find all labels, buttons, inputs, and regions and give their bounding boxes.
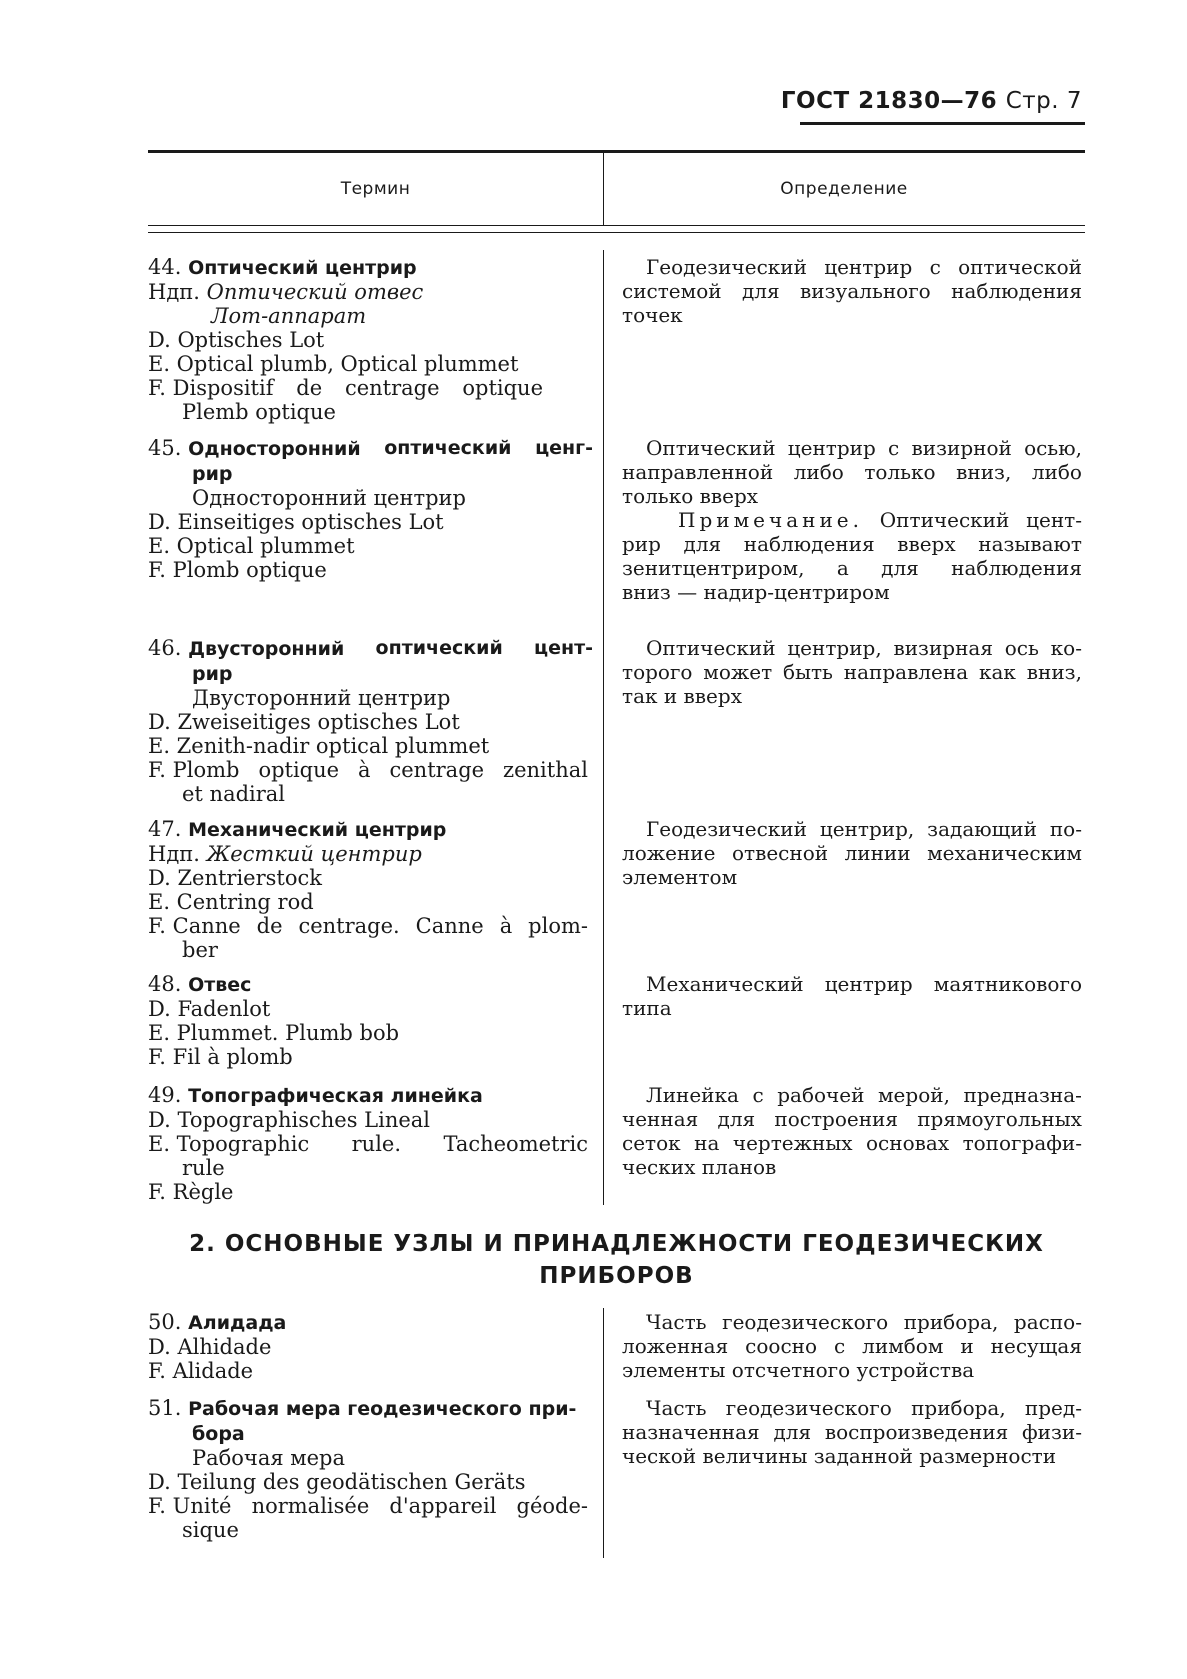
column-divider-2 (603, 1308, 604, 1558)
header-column-divider (603, 153, 604, 225)
word: воспроизведения (824, 1420, 1009, 1444)
word: Механический (646, 972, 804, 996)
word: ченная (622, 1107, 699, 1131)
word: Линейка (646, 1083, 739, 1107)
german-equivalent: D. Alhidade (148, 1335, 272, 1359)
word: для (741, 279, 780, 303)
word: направленной (622, 460, 774, 484)
definition-44 (622, 255, 1082, 327)
german-equivalent: D. Einseitiges optisches Lot (148, 510, 444, 534)
page-number: Стр. 7 (1005, 88, 1082, 114)
word: E. Topographic (148, 1132, 310, 1156)
english-equivalent: E. Plummet. Plumb bob (148, 1021, 400, 1045)
word: прибора, (911, 1396, 1006, 1420)
term-entry-45 (148, 436, 593, 582)
deprecated-term: Оптический отвес (206, 280, 424, 304)
french-equivalent (148, 758, 588, 782)
header-double-rule-top (148, 225, 1085, 226)
note-line: вниз — надир-центриром (622, 580, 890, 604)
english-equivalent: E. Optical plummet (148, 534, 355, 558)
word: centrage. (298, 914, 400, 938)
english-equivalent: E. Zenith-nadir optical plummet (148, 734, 490, 758)
entry-number: 44. (148, 255, 182, 279)
word: для (881, 556, 919, 580)
word: ценг- (535, 437, 593, 459)
word: à (499, 914, 513, 938)
word: прямоугольных (917, 1107, 1082, 1131)
word: de (256, 914, 283, 938)
word: с (833, 1334, 846, 1358)
term-entry-47 (148, 817, 588, 962)
entry-number: 50. (148, 1310, 182, 1334)
term-title-cont: рир (192, 463, 233, 485)
term-title-cont: рир (192, 663, 233, 685)
definition-51 (622, 1396, 1082, 1468)
word: для (773, 1420, 812, 1444)
word: мерой, (878, 1083, 950, 1107)
french-equivalent: F. Règle (148, 1180, 234, 1204)
word: F. Dispositif (148, 376, 274, 400)
word: с (752, 1083, 764, 1107)
synonym: Односторонний центрир (192, 486, 466, 510)
table-header (148, 153, 1085, 225)
word: наблюдения (951, 279, 1082, 303)
word: зенитцентриром, (622, 556, 805, 580)
word: d'appareil (389, 1494, 497, 1518)
french-equivalent (148, 914, 588, 938)
term-entry-49 (148, 1083, 588, 1204)
word: а (836, 556, 849, 580)
deprecated-term: Лот-аппарат (211, 304, 367, 328)
word: визуального (800, 279, 931, 303)
definition-46 (622, 636, 1082, 708)
word: сеток (622, 1131, 681, 1155)
page-header (781, 88, 1082, 114)
word: F. Unité (148, 1494, 232, 1518)
entry-number: 48. (148, 972, 182, 996)
french-equivalent: F. Alidade (148, 1359, 254, 1383)
word: plom- (528, 914, 588, 938)
term-title: Алидада (188, 1312, 287, 1334)
term-title: Отвес (188, 974, 252, 996)
word: соосно (745, 1334, 818, 1358)
column-header-term: Термин (340, 179, 411, 199)
entry-number: 45. (148, 436, 182, 460)
word: пред- (1024, 1396, 1082, 1420)
definition-line: так и вверх (622, 684, 742, 708)
term-entry-50 (148, 1310, 588, 1383)
english-equivalent-cont: rule (182, 1156, 225, 1180)
word: centrage (344, 376, 440, 400)
entry-number: 46. (148, 636, 182, 660)
word: маятникового (933, 972, 1082, 996)
term-title: Механический центрир (188, 819, 447, 841)
word: de (296, 376, 323, 400)
word: и (960, 1334, 974, 1358)
word: géode- (516, 1494, 588, 1518)
section-title-line: ПРИБОРОВ (539, 1263, 694, 1289)
standard-number: ГОСТ 21830—76 (780, 88, 998, 114)
word: прибора, (903, 1310, 999, 1334)
word: Геодезический (646, 817, 807, 841)
word: несущая (990, 1334, 1082, 1358)
column-divider (603, 250, 604, 1205)
english-equivalent (148, 1132, 588, 1156)
term-entry-48 (148, 972, 588, 1069)
word: быть (783, 660, 833, 684)
term-title: Односторонний (188, 438, 361, 460)
french-equivalent (148, 1494, 588, 1518)
french-equivalent-cont: sique (182, 1518, 239, 1542)
definition-line: ческой величины заданной размерности (622, 1444, 1057, 1468)
definition-47 (622, 817, 1082, 889)
term-entry-44 (148, 255, 588, 424)
word: для (683, 532, 722, 556)
word: направлена (843, 660, 969, 684)
definition-line: только вверх (622, 484, 759, 508)
definition-49 (622, 1083, 1082, 1179)
term-title: Топографическая линейка (188, 1085, 483, 1107)
definition-line: ческих планов (622, 1155, 777, 1179)
header-double-rule-bottom (148, 232, 1085, 233)
word: ложение (622, 841, 716, 865)
definition-line: элементом (622, 865, 738, 889)
word: либо (793, 460, 844, 484)
ndp-label: Ндп. (148, 842, 200, 866)
word: F. Canne (148, 914, 241, 938)
term-entry-51 (148, 1396, 588, 1542)
word: цент- (1026, 508, 1082, 532)
column-header-definition: Определение (780, 179, 908, 199)
word: распо- (1013, 1310, 1082, 1334)
french-equivalent (148, 376, 543, 400)
word: отвесной (731, 841, 829, 865)
definition-line: элементы отсчетного устройства (622, 1358, 975, 1382)
section-title (148, 1228, 1085, 1292)
deprecated-term: Жесткий центрир (206, 842, 422, 866)
word: ось (1004, 636, 1039, 660)
word: торого (622, 660, 693, 684)
word: вниз, (956, 460, 1012, 484)
term-title: Оптический центрир (188, 257, 417, 279)
word: либо (1031, 460, 1082, 484)
word: оптический (384, 437, 512, 459)
entry-number: 49. (148, 1083, 182, 1107)
word: центрир (787, 436, 876, 460)
french-equivalent: F. Fil à plomb (148, 1045, 293, 1069)
term-title-cont: бора (192, 1423, 245, 1445)
word: построения (774, 1107, 898, 1131)
word: чертежных (732, 1131, 853, 1155)
english-equivalent: E. Optical plumb, Optical plummet (148, 352, 519, 376)
word: задающий (927, 817, 1037, 841)
word: только (864, 460, 936, 484)
word: Tacheometric (443, 1132, 588, 1156)
french-equivalent-cont: et nadiral (182, 782, 286, 806)
ndp-label: Ндп. (148, 280, 200, 304)
word: оптической (958, 255, 1082, 279)
word: ложенная (622, 1334, 729, 1358)
word: основах (866, 1131, 950, 1155)
word: физи- (1022, 1420, 1082, 1444)
definition-50 (622, 1310, 1082, 1382)
word: системой (622, 279, 722, 303)
word: как (978, 660, 1016, 684)
english-equivalent: E. Centring rod (148, 890, 314, 914)
word: Оптический (879, 508, 1010, 532)
word: с (929, 255, 941, 279)
term-title: Рабочая мера геодезического при- (188, 1398, 577, 1420)
word: Оптический (646, 436, 776, 460)
term-entry-46 (148, 636, 593, 806)
word: осью, (1024, 436, 1082, 460)
entry-number: 47. (148, 817, 182, 841)
definition-line: точек (622, 303, 683, 327)
word: топографи- (962, 1131, 1082, 1155)
word: центрир, (787, 636, 882, 660)
term-title: Двусторонний (188, 638, 345, 660)
entry-number: 51. (148, 1396, 182, 1420)
section-title-line: 2. ОСНОВНЫЕ УЗЛЫ И ПРИНАДЛЕЖНОСТИ ГЕОДЕЗИЧЕСКИХ (189, 1231, 1044, 1257)
word: рир (622, 532, 661, 556)
word: вниз, (1026, 660, 1082, 684)
word: геодезического (722, 1310, 889, 1334)
word: предназна- (963, 1083, 1082, 1107)
word: optique (462, 376, 543, 400)
word: à (358, 758, 371, 782)
header-rule (800, 122, 1085, 125)
french-equivalent-cont: ber (182, 938, 218, 962)
word: оптический (375, 637, 503, 659)
word: цент- (534, 637, 593, 659)
word: механическим (927, 841, 1082, 865)
word: назначенная (622, 1420, 760, 1444)
german-equivalent: D. Optisches Lot (148, 328, 325, 352)
word: для (717, 1107, 756, 1131)
definition-line: типа (622, 996, 672, 1020)
german-equivalent: D. Zweiseitiges optisches Lot (148, 710, 460, 734)
word: визирной (911, 436, 1012, 460)
word: ко- (1050, 636, 1082, 660)
word: центрир, (819, 817, 915, 841)
word: центрир (824, 255, 913, 279)
note-label: Примечание. (678, 508, 863, 532)
german-equivalent: D. Topographisches Lineal (148, 1108, 431, 1132)
word: называют (978, 532, 1082, 556)
word: F. Plomb (148, 758, 240, 782)
word: наблюдения (743, 532, 875, 556)
word: с (888, 436, 900, 460)
word: на (694, 1131, 720, 1155)
german-equivalent: D. Zentrierstock (148, 866, 322, 890)
word: лимбом (862, 1334, 944, 1358)
german-equivalent: D. Teilung des geodätischen Geräts (148, 1470, 526, 1494)
word: rule. (351, 1132, 402, 1156)
word: centrage (389, 758, 485, 782)
word: геодезического (725, 1396, 892, 1420)
word: может (703, 660, 773, 684)
word: zenithal (503, 758, 588, 782)
word: Геодезический (646, 255, 807, 279)
word: рабочей (777, 1083, 865, 1107)
word: наблюдения (951, 556, 1082, 580)
french-equivalent: F. Plomb optique (148, 558, 327, 582)
word: линии (844, 841, 911, 865)
word: optique (258, 758, 340, 782)
word: Часть (646, 1310, 707, 1334)
word: normalisée (251, 1494, 370, 1518)
definition-48 (622, 972, 1082, 1020)
word: Оптический (646, 636, 776, 660)
word: по- (1049, 817, 1082, 841)
word: центрир (824, 972, 913, 996)
german-equivalent: D. Fadenlot (148, 997, 271, 1021)
word: Canne (415, 914, 484, 938)
word: Часть (646, 1396, 707, 1420)
synonym: Рабочая мера (192, 1446, 345, 1470)
definition-45 (622, 436, 1082, 604)
word: визирная (893, 636, 993, 660)
french-equivalent-cont: Plemb optique (182, 400, 336, 424)
word: вверх (897, 532, 956, 556)
synonym: Двусторонний центрир (192, 686, 451, 710)
